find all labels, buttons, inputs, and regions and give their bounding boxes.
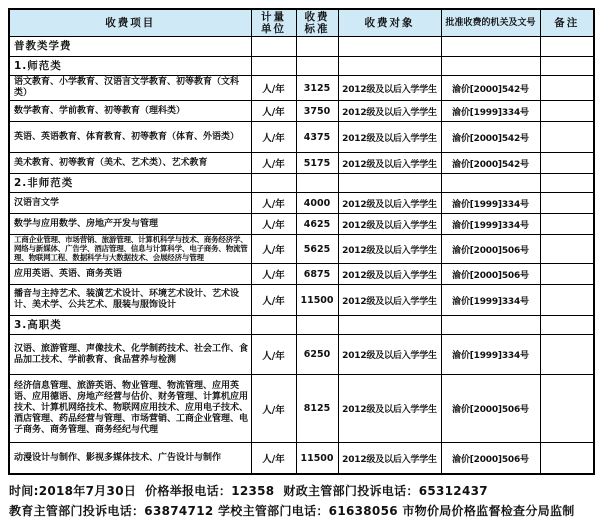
doc-cell (441, 316, 540, 335)
target-cell: 2012级及以后入学学生 (338, 443, 441, 474)
header-row (9, 9, 594, 37)
note-cell (540, 174, 594, 193)
note-cell (540, 443, 594, 474)
target-cell: 2012级及以后入学学生 (338, 122, 441, 153)
target-cell: 2012级及以后入学学生 (338, 335, 441, 375)
fee-row (9, 153, 594, 174)
item-cell: 汉语、旅游管理、声像技术、化学制药技术、社会工作、食品加工技术、学前教育、食品营养与检测 (9, 335, 251, 375)
doc-cell: 渝价[2000]506号 (441, 264, 540, 285)
fee-row (9, 76, 594, 101)
unit-cell: 人/年 (251, 153, 296, 174)
fee-table (8, 8, 595, 475)
unit-cell (251, 316, 296, 335)
target-cell: 2012级及以后入学学生 (338, 193, 441, 214)
target-cell (338, 57, 441, 76)
unit-cell: 人/年 (251, 214, 296, 235)
target-cell (338, 174, 441, 193)
fee-row (9, 264, 594, 285)
doc-cell: 渝价[2000]542号 (441, 153, 540, 174)
header-unit: 计量单位 (251, 9, 296, 37)
unit-cell: 人/年 (251, 193, 296, 214)
unit-cell: 人/年 (251, 375, 296, 443)
fee-row (9, 235, 594, 264)
doc-cell: 渝价[1999]334号 (441, 335, 540, 375)
price-cell: 3125 (296, 76, 338, 101)
target-cell: 2012级及以后入学学生 (338, 375, 441, 443)
target-cell: 2012级及以后入学学生 (338, 235, 441, 264)
footer-line-contacts-1: 时间:2018年7月30日 价格举报电话：12358 财政主管部门投诉电话：65312437 (9, 483, 488, 498)
doc-cell: 渝价[1999]334号 (441, 214, 540, 235)
target-cell: 2012级及以后入学学生 (338, 76, 441, 101)
unit-cell: 人/年 (251, 235, 296, 264)
note-cell (540, 235, 594, 264)
section-row (9, 316, 594, 335)
fee-row (9, 285, 594, 316)
price-cell (296, 37, 338, 57)
note-cell (540, 316, 594, 335)
fee-row (9, 101, 594, 122)
price-cell: 6875 (296, 264, 338, 285)
fee-row (9, 443, 594, 474)
fee-table-header (9, 9, 594, 37)
price-cell: 4000 (296, 193, 338, 214)
section-title-cell: 3.高职类 (9, 316, 251, 335)
item-cell: 经济信息管理、旅游英语、物业管理、物流管理、应用英语、应用德语、房地产经营与估价、财务管理、计算机应用技术、计算机网络技术、物联网应用技术、应用电子技术、酒店管理、药品经营与管理、市场营销、工商企业管理、电子商务、商务管理、商务经纪与代理 (9, 375, 251, 443)
unit-cell: 人/年 (251, 101, 296, 122)
item-cell: 数学教育、学前教育、初等教育（理科类） (9, 101, 251, 122)
target-cell: 2012级及以后入学学生 (338, 101, 441, 122)
footer-line-contacts-2: 教育主管部门投诉电话：63874712 学校主管部门电话：61638056 市物价局价格监督检查分局监制 (9, 503, 575, 518)
item-cell: 数学与应用数学、房地产开发与管理 (9, 214, 251, 235)
item-cell: 播音与主持艺术、装潢艺术设计、环境艺术设计、艺术设计、美术学、公共艺术、服装与服饰设计 (9, 285, 251, 316)
doc-cell: 渝价[2000]506号 (441, 443, 540, 474)
fee-row (9, 214, 594, 235)
header-item: 收费项目 (9, 9, 251, 37)
doc-cell: 渝价[2000]542号 (441, 122, 540, 153)
price-cell (296, 316, 338, 335)
item-cell: 动漫设计与制作、影视多媒体技术、广告设计与制作 (9, 443, 251, 474)
price-cell: 4625 (296, 214, 338, 235)
target-cell: 2012级及以后入学学生 (338, 214, 441, 235)
unit-cell (251, 37, 296, 57)
unit-cell: 人/年 (251, 443, 296, 474)
doc-cell: 渝价[2000]506号 (441, 375, 540, 443)
unit-cell: 人/年 (251, 122, 296, 153)
doc-cell: 渝价[1999]334号 (441, 285, 540, 316)
unit-cell (251, 57, 296, 76)
price-cell: 4375 (296, 122, 338, 153)
note-cell (540, 101, 594, 122)
unit-cell (251, 174, 296, 193)
note-cell (540, 76, 594, 101)
unit-cell: 人/年 (251, 335, 296, 375)
unit-cell: 人/年 (251, 264, 296, 285)
target-cell: 2012级及以后入学学生 (338, 153, 441, 174)
note-cell (540, 37, 594, 57)
price-cell: 11500 (296, 285, 338, 316)
unit-cell: 人/年 (251, 285, 296, 316)
footer (8, 481, 593, 521)
fee-row (9, 335, 594, 375)
doc-cell (441, 57, 540, 76)
section-row (9, 174, 594, 193)
item-cell: 应用英语、英语、商务英语 (9, 264, 251, 285)
unit-cell: 人/年 (251, 76, 296, 101)
price-cell: 11500 (296, 443, 338, 474)
section-row (9, 57, 594, 76)
doc-cell: 渝价[1999]334号 (441, 101, 540, 122)
note-cell (540, 264, 594, 285)
item-cell: 工商企业管理、市场营销、旅游管理、计算机科学与技术、商务经济学、网络与新媒体、广告学、酒店管理、信息与计算科学、电子商务、物流管理、物联网工程、数据科学与大数据技术、会展经济与管理 (9, 235, 251, 264)
price-cell: 5175 (296, 153, 338, 174)
note-cell (540, 122, 594, 153)
note-cell (540, 153, 594, 174)
fee-row (9, 193, 594, 214)
note-cell (540, 375, 594, 443)
item-cell: 汉语言文学 (9, 193, 251, 214)
target-cell: 2012级及以后入学学生 (338, 264, 441, 285)
note-cell (540, 335, 594, 375)
fee-row (9, 122, 594, 153)
price-cell: 5625 (296, 235, 338, 264)
note-cell (540, 57, 594, 76)
target-cell (338, 37, 441, 57)
section-title-cell: 1.师范类 (9, 57, 251, 76)
doc-cell: 渝价[2000]506号 (441, 235, 540, 264)
header-approval-doc: 批准收费的机关及文号 (441, 9, 540, 37)
note-cell (540, 193, 594, 214)
note-cell (540, 214, 594, 235)
doc-cell: 渝价[1999]334号 (441, 193, 540, 214)
note-cell (540, 285, 594, 316)
price-cell (296, 174, 338, 193)
header-target: 收费对象 (338, 9, 441, 37)
price-cell: 6250 (296, 335, 338, 375)
doc-cell (441, 174, 540, 193)
header-price: 收费标准 (296, 9, 338, 37)
item-cell: 语文教育、小学教育、汉语言文学教育、初等教育（文科类） (9, 76, 251, 101)
section-row (9, 37, 594, 57)
fee-table-body (9, 37, 594, 474)
doc-cell: 渝价[2000]542号 (441, 76, 540, 101)
price-cell: 8125 (296, 375, 338, 443)
section-title-cell: 2.非师范类 (9, 174, 251, 193)
price-cell (296, 57, 338, 76)
item-cell: 美术教育、初等教育（美术、艺术类）、艺术教育 (9, 153, 251, 174)
target-cell (338, 316, 441, 335)
header-note: 备注 (540, 9, 594, 37)
item-cell: 英语、英语教育、体育教育、初等教育（体育、外语类） (9, 122, 251, 153)
fee-row (9, 375, 594, 443)
price-cell: 3750 (296, 101, 338, 122)
section-title-cell: 普教类学费 (9, 37, 251, 57)
target-cell: 2012级及以后入学学生 (338, 285, 441, 316)
doc-cell (441, 37, 540, 57)
